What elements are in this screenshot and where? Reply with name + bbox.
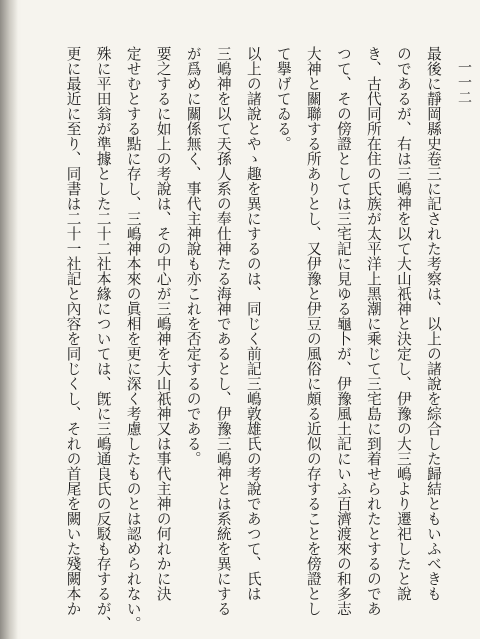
text-line-10: 要之するに如上の考說は、その中心が三嶋神を大山祇神又は事代主神の何れかに決 <box>154 46 172 601</box>
text-line-11: 定せむとする點に存し、三嶋神本來の眞相を更に深く考慮したものとは認められない。 <box>124 46 142 631</box>
text-line-7: 以上の諸說とやゝ趣を異にするのは、同じく前記三嶋敦雄氏の考說であつて、氏は <box>244 46 262 601</box>
text-line-3: き、古代同所在住の氏族が太平洋上黑潮に乘じて三宅島に到着せられたとするのであ <box>364 46 382 616</box>
text-line-1: 最後に靜岡縣史卷三に記された考察は、以上の諸說を綜合した歸結ともいふべきも <box>424 46 442 601</box>
binding-shadow <box>0 0 18 639</box>
text-line-8: 三嶋神を以て天孫人系の奉仕神たる海神であるとし、伊豫三嶋神とは系統を異にする <box>214 46 232 616</box>
text-line-12: 殊に平田翁が準據とした二十二社本緣については、旣に三嶋通良氏の反駁も存するが、 <box>94 46 112 631</box>
vertical-text-body <box>64 46 442 631</box>
page-number: 一一二 <box>456 60 472 105</box>
text-line-4: つて、その傍證としては三宅記に見ゆる龜卜が、伊豫風土記にいふ百濟渡來の和多志 <box>334 46 352 616</box>
text-line-13: 更に最近に至り、同書は二十一社記と內容を同じくし、それの首尾を闕いた殘闕本か <box>64 46 82 616</box>
text-line-5: 大神と關聯する所ありとし、又伊豫と伊豆の風俗に頗る近似の存することを傍證とし <box>304 46 322 616</box>
text-line-9: が爲めに關係無く、事代主神說も亦これを否定するのである。 <box>184 46 202 466</box>
text-line-2: のであるが、右は三嶋神を以て大山祇神と決定し、伊豫の大三嶋より遷祀したと說 <box>394 46 412 601</box>
text-line-6: て擧げてゐる。 <box>274 46 292 151</box>
